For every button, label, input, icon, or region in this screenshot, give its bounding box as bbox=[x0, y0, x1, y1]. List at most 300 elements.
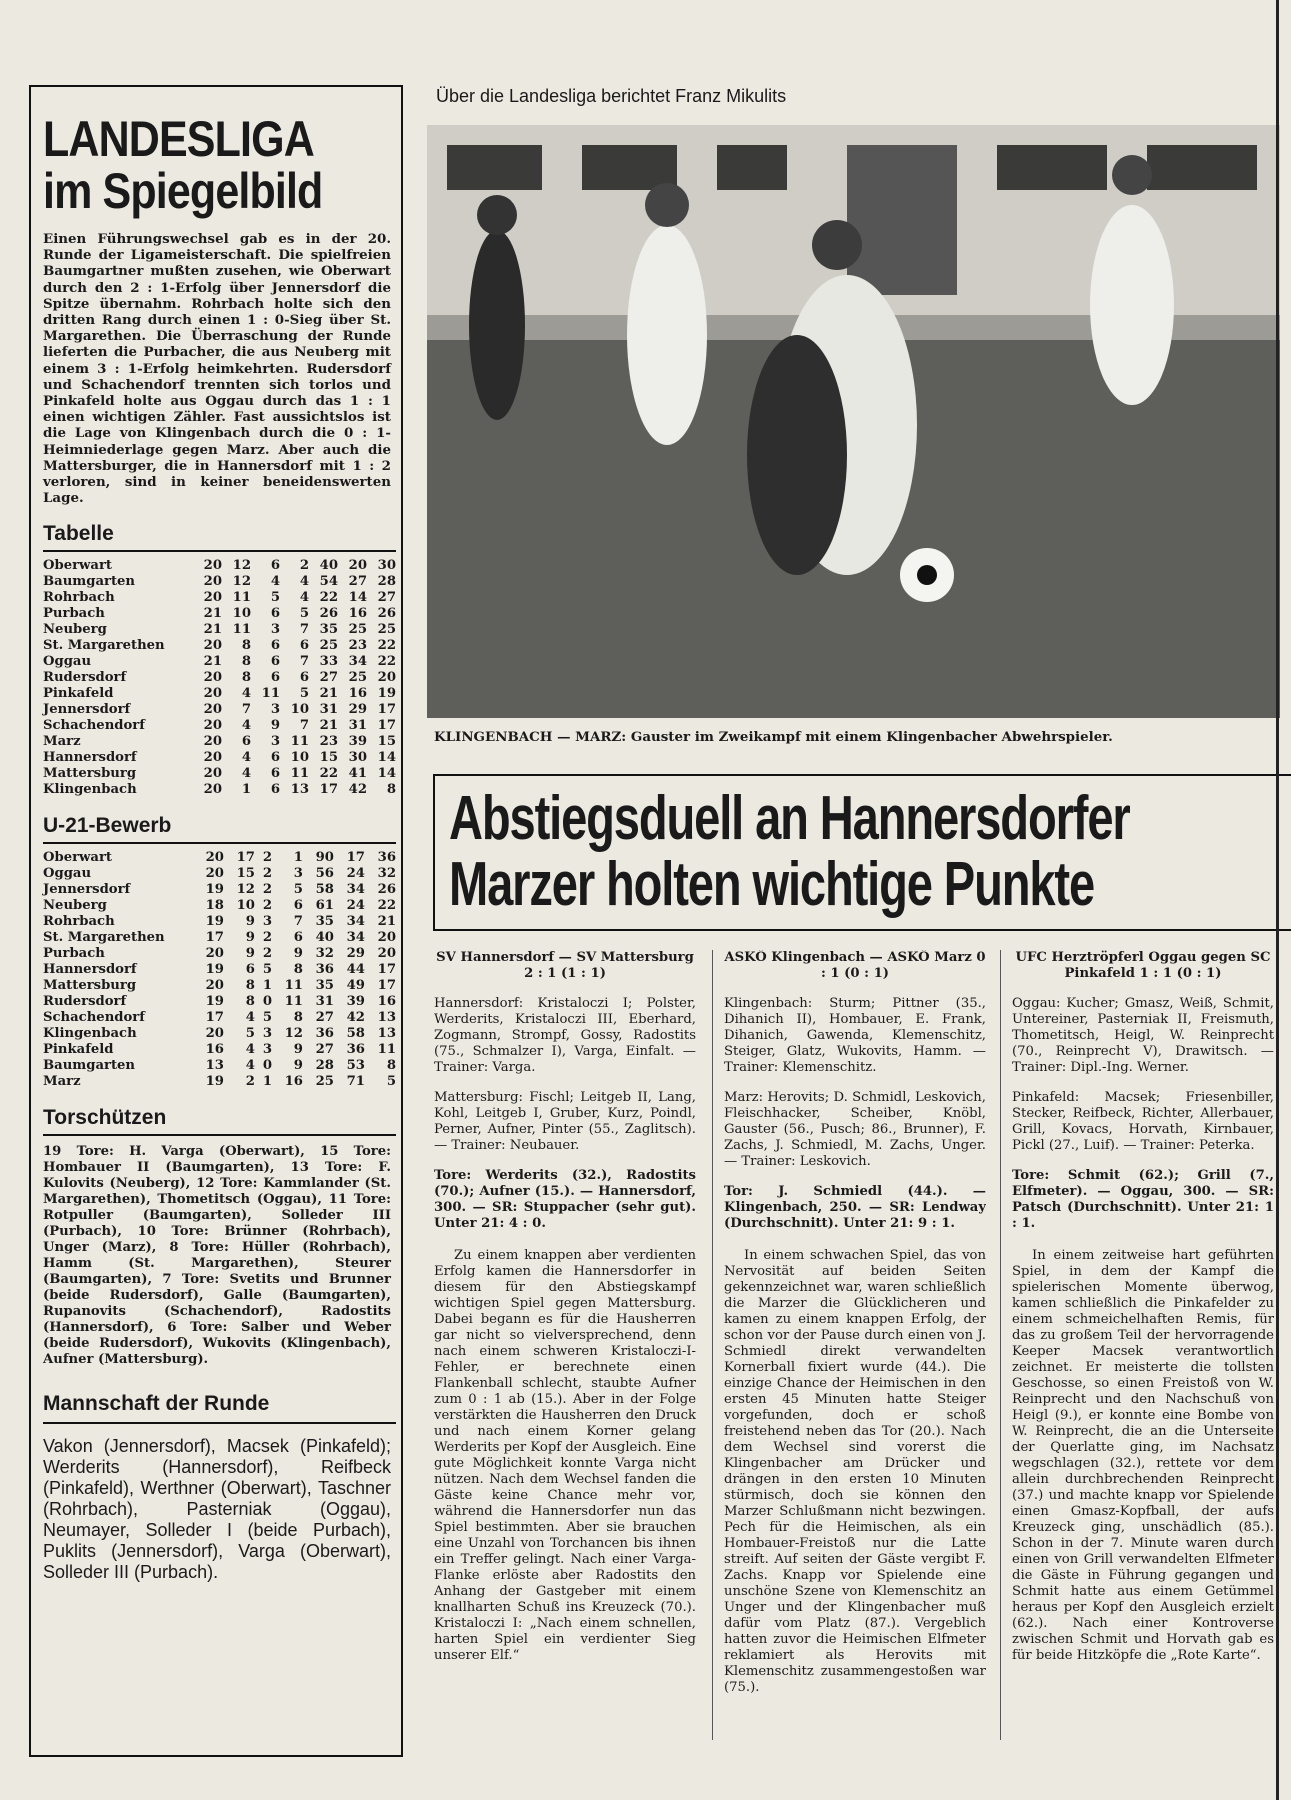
stat-value: 3 bbox=[262, 1042, 272, 1058]
team-name: Purbach bbox=[43, 606, 105, 622]
stat-value: 8 bbox=[293, 1010, 303, 1026]
scorers-text: 19 Tore: H. Varga (Oberwart), 15 Tore: Hombauer II (Baumgarten), 13 Tore: F. Kulovits (Neuberg), 12 Tore: Kammlander (St. Margarethen), Thometitsch (Oggau), 11 Tore: Rotpuller (Baumgarten), Solleder III (Purbach), 10 Tore: Brünner (Rohrbach), Unger (Marz), 8 Tore: Hüller (Rohrbach), Hamm (St. Margarethen), Steurer (Baumgarten), 7 Tore: Svetits und Brunner (beide Rudersdorf), Galle (Baumgarten), Rupanovits (Schachendorf), Radostits (Hannersdorf), 6 Tore: Salber und Weber (beide Rudersdorf), Wukovits (Klingenbach), Aufner (Mattersburg). bbox=[43, 1144, 391, 1368]
stat-value: 9 bbox=[293, 946, 303, 962]
stat-value: 26 bbox=[377, 606, 396, 622]
stat-value: 4 bbox=[299, 590, 309, 606]
stat-value: 44 bbox=[346, 962, 365, 978]
stat-value: 25 bbox=[315, 1074, 334, 1090]
stat-value: 41 bbox=[348, 766, 367, 782]
table-row bbox=[43, 914, 396, 930]
game-column-oggau bbox=[1012, 950, 1274, 1740]
lineup-home: Hannersdorf: Kristaloczi I; Polster, Werderits, Kristaloczi III, Eberhard, Zogmann, Strompf, Gossy, Radostits (75., Schmalzer I), Varga, Einfalt. — Trainer: Varga. bbox=[434, 996, 696, 1075]
stat-value: 31 bbox=[315, 994, 334, 1010]
stat-value: 20 bbox=[203, 638, 222, 654]
stat-value: 2 bbox=[262, 930, 272, 946]
stat-value: 20 bbox=[205, 850, 224, 866]
stat-value: 13 bbox=[205, 1058, 224, 1074]
stat-value: 17 bbox=[377, 718, 396, 734]
stat-value: 29 bbox=[348, 702, 367, 718]
team-name: Rohrbach bbox=[43, 590, 115, 606]
team-name: Rudersdorf bbox=[43, 670, 127, 686]
team-name: Jennersdorf bbox=[43, 702, 131, 718]
stat-value: 21 bbox=[319, 718, 338, 734]
stat-value: 6 bbox=[270, 782, 280, 798]
stat-value: 16 bbox=[284, 1074, 303, 1090]
table-row bbox=[43, 734, 396, 750]
stat-value: 6 bbox=[299, 638, 309, 654]
stat-value: 15 bbox=[319, 750, 338, 766]
stat-value: 0 bbox=[262, 1058, 272, 1074]
table-row bbox=[43, 898, 396, 914]
game-title: SV Hannersdorf — SV Mattersburg 2 : 1 (1 : 1) bbox=[436, 950, 694, 981]
stat-value: 11 bbox=[232, 622, 251, 638]
stat-value: 12 bbox=[284, 1026, 303, 1042]
stat-value: 20 bbox=[203, 782, 222, 798]
stat-value: 5 bbox=[262, 1010, 272, 1026]
stat-value: 6 bbox=[293, 898, 303, 914]
stat-value: 20 bbox=[203, 670, 222, 686]
u21-table bbox=[43, 850, 396, 1090]
game-report: In einem schwachen Spiel, das von Nervosität auf beiden Seiten gekennzeichnet war, waren schließlich die Marzer die Glücklicheren und kamen zu einem knappen Erfolg, der schon vor der Pause durch einen von J. Schmiedl direkt verwandelten Kornerball fixiert wurde (44.). Die einzige Chance der Heimischen in den ersten 45 Minuten hatte Steiger vorgefunden, doch er schoß freistehend neben das Tor (20.). Nach dem Wechsel sind vorerst die Klingenbacher am Drücker und drängen in den ersten 10 Minuten stürmisch, doch sie können den Marzer Schlußmann nicht bezwingen. Pech für die Heimischen, als ein Hombauer-Freistoß nur die Latte streift. Auf seiten der Gäste vergibt F. Zachs. Knapp vor Spielende eine unschöne Szene von Klemenschitz an Unger und der Klingenbacher muß dafür vom Platz (87.). Vergeblich hatten zuvor die Heimischen Elfmeter reklamiert als Herovits mit Klemenschitz zusammengestoßen war (75.). bbox=[724, 1248, 986, 1695]
stat-value: 11 bbox=[284, 994, 303, 1010]
table-row bbox=[43, 946, 396, 962]
stat-value: 25 bbox=[377, 622, 396, 638]
table-row bbox=[43, 574, 396, 590]
sidebar-title bbox=[43, 113, 342, 217]
stat-value: 1 bbox=[262, 1074, 272, 1090]
team-name: Baumgarten bbox=[43, 574, 136, 590]
game-report: Zu einem knappen aber verdienten Erfolg kamen die Hannersdorfer in diesem für den Abstiegskampf wichtigen Spiel gegen Mattersburg. Dabei begann es für die Hausherren gar nicht so vielversprechend, denn nach einem schweren Kristaloczi-I-Fehler, er berechnete einen Flankenball schlecht, staubte Aufner zum 0 : 1 ab (15.). Aber in der Folge verstärkten die Hausherren den Druck und nach einem Korner gelang Werderits per Kopf der Ausgleich. Eine gute Möglichkeit konnte Varga nicht nützen. Nach dem Wechsel fanden die Gäste keine Chance mehr vor, während die Hannersdorfer nun das Spiel bestimmten. Aber sie brauchen eine Unzahl von Torchancen bis ihnen ein Treffer gelingt. Nach einer Varga-Flanke erlöste aber Radostits den Anhang der Gastgeber mit einem knallharten Schuß ins Kreuzeck (70.). Kristaloczi I: „Nach einem schnellen, harten Spiel ein verdienter Sieg unserer Elf.“ bbox=[434, 1248, 696, 1663]
team-name: Neuberg bbox=[43, 622, 107, 638]
stat-value: 49 bbox=[346, 978, 365, 994]
stat-value: 35 bbox=[315, 978, 334, 994]
stat-value: 10 bbox=[232, 606, 251, 622]
stat-value: 27 bbox=[319, 670, 338, 686]
stat-value: 18 bbox=[205, 898, 224, 914]
stat-value: 39 bbox=[346, 994, 365, 1010]
stat-value: 19 bbox=[205, 994, 224, 1010]
stat-value: 42 bbox=[346, 1010, 365, 1026]
stat-value: 14 bbox=[348, 590, 367, 606]
table-row bbox=[43, 606, 396, 622]
stat-value: 21 bbox=[203, 622, 222, 638]
sidebar-intro: Einen Führungswechsel gab es in der 20. Runde der Ligameisterschaft. Die spielfreien Baumgartner mußten zusehen, wie Oberwart durch den 2 : 1-Erfolg über Jennersdorf die Spitze übernahm. Rohrbach holte sich den dritten Rang durch einen 1 : 0-Sieg über St. Margarethen. Die Überraschung der Runde lieferten die Purbacher, die aus Neuberg mit einem 3 : 1-Erfolg heimkehrten. Rudersdorf und Schachendorf trennten sich torlos und Pinkafeld holte aus Oggau durch das 1 : 1 einen wichtigen Zähler. Fast aussichtslos ist die Lage von Klingenbach durch die 0 : 1-Heimniederlage gegen Marz. Aber auch die Mattersburger, die in Hannersdorf mit 1 : 2 verloren, sind in keiner beneidenswerten Lage. bbox=[43, 231, 391, 507]
team-name: Schachendorf bbox=[43, 1010, 145, 1026]
stat-value: 36 bbox=[377, 850, 396, 866]
stat-value: 34 bbox=[348, 654, 367, 670]
sidebar-title-line-1: LANDESLIGA bbox=[43, 111, 314, 167]
stat-value: 6 bbox=[270, 670, 280, 686]
tabelle-heading: Tabelle bbox=[43, 522, 396, 552]
stat-value: 25 bbox=[319, 638, 338, 654]
lineup-home: Oggau: Kucher; Gmasz, Weiß, Schmit, Untereiner, Pasterniak II, Freismuth, Thometitsch, Heigl, W. Reinprecht (70., Reinprecht V), Drawitsch. — Trainer: Dipl.-Ing. Werner. bbox=[1012, 996, 1274, 1075]
stat-value: 14 bbox=[377, 750, 396, 766]
stat-value: 19 bbox=[205, 1074, 224, 1090]
stat-value: 3 bbox=[270, 702, 280, 718]
stat-value: 4 bbox=[241, 750, 251, 766]
stat-value: 20 bbox=[348, 558, 367, 574]
stat-value: 8 bbox=[386, 782, 396, 798]
stat-value: 11 bbox=[290, 766, 309, 782]
stat-value: 16 bbox=[377, 994, 396, 1010]
stat-value: 8 bbox=[386, 1058, 396, 1074]
stat-value: 27 bbox=[315, 1010, 334, 1026]
lineup-home: Klingenbach: Sturm; Pittner (35., Dihanich II), Hombauer, E. Frank, Dihanich, Gawenda, Klemenschitz, Steiger, Glatz, Wukovits, Hamm. — Trainer: Klemenschitz. bbox=[724, 996, 986, 1075]
stat-value: 22 bbox=[319, 590, 338, 606]
stat-value: 4 bbox=[241, 686, 251, 702]
game-report: In einem zeitweise hart geführten Spiel, in dem der Kampf die spielerischen Momente überwog, kamen schließlich die Pinkafelder zu einem schmeichelhaften Remis, für das zu großem Teil der hervorragende Keeper Macsek verantwortlich zeichnet. Er meisterte die tollsten Geschosse, so einen Freistoß von W. Reinprecht und den Nachschuß von Heigl (9.), er konnte eine Bombe von W. Reinprecht, die an die Unterseite der Querlatte ging, im Nachsatz wegschlagen (32.), rettete vor dem allein durchbrechenden Reinprecht (37.) und machte knapp vor Spielende einen Gmasz-Kopfball, der aufs Kreuzeck ging, unschädlich (85.). Schon in der 7. Minute waren durch einen von Grill verwandelten Elfmeter die Gäste in Führung gegangen und Schmit hatte aus einem Getümmel heraus per Kopf den Ausgleich erzielt (62.). Nach einer Kontroverse zwischen Schmit und Horvath gab es für beide Hitzköpfe die „Rote Karte“. bbox=[1012, 1248, 1274, 1663]
stat-value: 20 bbox=[377, 670, 396, 686]
stat-value: 58 bbox=[346, 1026, 365, 1042]
table-row bbox=[43, 638, 396, 654]
stat-value: 8 bbox=[245, 994, 255, 1010]
stat-value: 12 bbox=[232, 558, 251, 574]
game-facts: Tore: Schmit (62.); Grill (7., Elfmeter). — Oggau, 300. — SR: Patsch (Durchschnitt). Unter 21: 1 : 1. bbox=[1012, 1168, 1274, 1231]
round-team-heading: Mannschaft der Runde bbox=[43, 1392, 396, 1424]
u21-heading: U-21-Bewerb bbox=[43, 814, 396, 844]
table-row bbox=[43, 850, 396, 866]
stat-value: 2 bbox=[299, 558, 309, 574]
stat-value: 31 bbox=[319, 702, 338, 718]
game-column-klingenbach bbox=[724, 950, 986, 1740]
stat-value: 32 bbox=[377, 866, 396, 882]
match-photo bbox=[427, 125, 1280, 718]
table-row bbox=[43, 686, 396, 702]
stat-value: 17 bbox=[346, 850, 365, 866]
table-row bbox=[43, 1042, 396, 1058]
stat-value: 4 bbox=[245, 1058, 255, 1074]
team-name: Klingenbach bbox=[43, 1026, 137, 1042]
byline: Über die Landesliga berichtet Franz Mikulits bbox=[436, 86, 787, 106]
table-row bbox=[43, 978, 396, 994]
team-name: Jennersdorf bbox=[43, 882, 131, 898]
stat-value: 21 bbox=[377, 914, 396, 930]
table-row bbox=[43, 962, 396, 978]
team-name: Oggau bbox=[43, 866, 92, 882]
team-name: Marz bbox=[43, 1074, 81, 1090]
game-title: UFC Herztröpferl Oggau gegen SC Pinkafeld 1 : 1 (0 : 1) bbox=[1015, 950, 1271, 981]
stat-value: 14 bbox=[377, 766, 396, 782]
stat-value: 15 bbox=[236, 866, 255, 882]
stat-value: 22 bbox=[377, 654, 396, 670]
team-name: Oberwart bbox=[43, 850, 112, 866]
stat-value: 11 bbox=[284, 978, 303, 994]
stat-value: 2 bbox=[262, 946, 272, 962]
stat-value: 4 bbox=[245, 1042, 255, 1058]
stat-value: 9 bbox=[245, 946, 255, 962]
lineup-away: Marz: Herovits; D. Schmidl, Leskovich, Fleischhacker, Scheiber, Knöbl, Gauster (56., Pusch; 86., Brunner), F. Zachs, J. Schmiedl, M. Zachs, Unger. — Trainer: Leskovich. bbox=[724, 1090, 986, 1169]
stat-value: 20 bbox=[205, 946, 224, 962]
stat-value: 7 bbox=[293, 914, 303, 930]
stat-value: 12 bbox=[236, 882, 255, 898]
stat-value: 22 bbox=[377, 638, 396, 654]
team-name: Neuberg bbox=[43, 898, 107, 914]
headline-box bbox=[433, 774, 1291, 931]
team-name: Hannersdorf bbox=[43, 962, 137, 978]
table-row bbox=[43, 702, 396, 718]
stat-value: 17 bbox=[205, 930, 224, 946]
stat-value: 3 bbox=[262, 1026, 272, 1042]
table-row bbox=[43, 1026, 396, 1042]
lineup-away: Pinkafeld: Macsek; Friesenbiller, Stecker, Reifbeck, Richter, Allerbauer, Grill, Kovacs, Horvath, Kirnbauer, Pickl (27., Luif). — Trainer: Peterka. bbox=[1012, 1090, 1274, 1153]
stat-value: 10 bbox=[290, 750, 309, 766]
stat-value: 0 bbox=[262, 994, 272, 1010]
stat-value: 24 bbox=[346, 898, 365, 914]
stat-value: 34 bbox=[346, 930, 365, 946]
stat-value: 11 bbox=[290, 734, 309, 750]
stat-value: 5 bbox=[299, 686, 309, 702]
table-row bbox=[43, 1058, 396, 1074]
stat-value: 10 bbox=[236, 898, 255, 914]
table-row bbox=[43, 994, 396, 1010]
game-title: ASKÖ Klingenbach — ASKÖ Marz 0 : 1 (0 : 1) bbox=[724, 950, 986, 981]
team-name: Oberwart bbox=[43, 558, 112, 574]
stat-value: 22 bbox=[319, 766, 338, 782]
stat-value: 20 bbox=[203, 574, 222, 590]
stat-value: 8 bbox=[293, 962, 303, 978]
stat-value: 9 bbox=[293, 1042, 303, 1058]
lineup-away: Mattersburg: Fischl; Leitgeb II, Lang, Kohl, Leitgeb I, Gruber, Kurz, Poindl, Perner, Aufner, Pinter (55., Zaglitsch). — Trainer: Neubauer. bbox=[434, 1090, 696, 1153]
table-row bbox=[43, 1010, 396, 1026]
stat-value: 26 bbox=[377, 882, 396, 898]
stat-value: 20 bbox=[203, 734, 222, 750]
stat-value: 7 bbox=[241, 702, 251, 718]
stat-value: 39 bbox=[348, 734, 367, 750]
column-divider bbox=[712, 950, 713, 1740]
stat-value: 6 bbox=[270, 638, 280, 654]
team-name: Klingenbach bbox=[43, 782, 137, 798]
stat-value: 30 bbox=[348, 750, 367, 766]
stat-value: 35 bbox=[319, 622, 338, 638]
stat-value: 4 bbox=[270, 574, 280, 590]
stat-value: 4 bbox=[245, 1010, 255, 1026]
stat-value: 19 bbox=[377, 686, 396, 702]
stat-value: 2 bbox=[262, 898, 272, 914]
stat-value: 3 bbox=[270, 734, 280, 750]
stat-value: 27 bbox=[348, 574, 367, 590]
stat-value: 54 bbox=[319, 574, 338, 590]
table-row bbox=[43, 622, 396, 638]
stat-value: 20 bbox=[203, 750, 222, 766]
table-row bbox=[43, 1074, 396, 1090]
stat-value: 20 bbox=[203, 718, 222, 734]
photo-caption: KLINGENBACH — MARZ: Gauster im Zweikampf mit einem Klingenbacher Abwehrspieler. bbox=[434, 729, 1113, 745]
match-photo-graphic bbox=[427, 125, 1280, 718]
stat-value: 5 bbox=[245, 1026, 255, 1042]
stat-value: 2 bbox=[262, 850, 272, 866]
stat-value: 35 bbox=[315, 914, 334, 930]
stat-value: 15 bbox=[377, 734, 396, 750]
stat-value: 6 bbox=[270, 766, 280, 782]
stat-value: 5 bbox=[262, 962, 272, 978]
team-name: Oggau bbox=[43, 654, 92, 670]
stat-value: 3 bbox=[270, 622, 280, 638]
stat-value: 6 bbox=[270, 654, 280, 670]
stat-value: 2 bbox=[262, 882, 272, 898]
stat-value: 7 bbox=[299, 622, 309, 638]
stat-value: 2 bbox=[245, 1074, 255, 1090]
stat-value: 19 bbox=[205, 962, 224, 978]
stat-value: 30 bbox=[377, 558, 396, 574]
column-divider bbox=[1000, 950, 1001, 1740]
stat-value: 20 bbox=[205, 978, 224, 994]
stat-value: 9 bbox=[270, 718, 280, 734]
stat-value: 29 bbox=[346, 946, 365, 962]
stat-value: 20 bbox=[203, 702, 222, 718]
stat-value: 28 bbox=[315, 1058, 334, 1074]
table-row bbox=[43, 718, 396, 734]
stat-value: 36 bbox=[315, 962, 334, 978]
stat-value: 26 bbox=[319, 606, 338, 622]
landesliga-sidebar-box bbox=[29, 85, 403, 1757]
stat-value: 6 bbox=[299, 670, 309, 686]
stat-value: 6 bbox=[270, 606, 280, 622]
stat-value: 8 bbox=[241, 654, 251, 670]
game-facts: Tore: Werderits (32.), Radostits (70.); Aufner (15.). — Hannersdorf, 300. — SR: Stuppacher (sehr gut). Unter 21: 4 : 0. bbox=[434, 1168, 696, 1231]
stat-value: 13 bbox=[377, 1010, 396, 1026]
stat-value: 20 bbox=[377, 930, 396, 946]
stat-value: 3 bbox=[293, 866, 303, 882]
stat-value: 16 bbox=[348, 686, 367, 702]
tabelle-table bbox=[43, 558, 396, 798]
headline-line-2: Marzer holten wichtige Punkte bbox=[449, 850, 1095, 919]
stat-value: 27 bbox=[315, 1042, 334, 1058]
table-row bbox=[43, 654, 396, 670]
team-name: Hannersdorf bbox=[43, 750, 137, 766]
team-name: Rohrbach bbox=[43, 914, 115, 930]
stat-value: 20 bbox=[203, 766, 222, 782]
stat-value: 8 bbox=[241, 638, 251, 654]
stat-value: 4 bbox=[241, 718, 251, 734]
game-facts: Tor: J. Schmiedl (44.). — Klingenbach, 250. — SR: Lendway (Durchschnitt). Unter 21: 9 : 1. bbox=[724, 1184, 986, 1231]
round-team-text: Vakon (Jennersdorf), Macsek (Pinkafeld); Werderits (Hannersdorf), Reifbeck (Pinkafeld), Werthner (Oberwart), Taschner (Rohrbach), Pasterniak (Oggau), Neumayer, Solleder I (beide Purbach), Puklits (Jennersdorf), Varga (Oberwart), Solleder III (Purbach). bbox=[43, 1436, 391, 1583]
team-name: Baumgarten bbox=[43, 1058, 136, 1074]
stat-value: 6 bbox=[270, 558, 280, 574]
table-row bbox=[43, 670, 396, 686]
stat-value: 17 bbox=[377, 978, 396, 994]
stat-value: 20 bbox=[205, 1026, 224, 1042]
stat-value: 27 bbox=[377, 590, 396, 606]
table-row bbox=[43, 750, 396, 766]
table-row bbox=[43, 766, 396, 782]
stat-value: 25 bbox=[348, 622, 367, 638]
stat-value: 36 bbox=[346, 1042, 365, 1058]
stat-value: 12 bbox=[232, 574, 251, 590]
team-name: Mattersburg bbox=[43, 766, 137, 782]
stat-value: 58 bbox=[315, 882, 334, 898]
stat-value: 20 bbox=[203, 686, 222, 702]
stat-value: 53 bbox=[346, 1058, 365, 1074]
stat-value: 17 bbox=[377, 702, 396, 718]
stat-value: 13 bbox=[377, 1026, 396, 1042]
stat-value: 5 bbox=[386, 1074, 396, 1090]
stat-value: 90 bbox=[315, 850, 334, 866]
stat-value: 16 bbox=[348, 606, 367, 622]
stat-value: 24 bbox=[346, 866, 365, 882]
stat-value: 25 bbox=[348, 670, 367, 686]
stat-value: 10 bbox=[290, 702, 309, 718]
stat-value: 40 bbox=[319, 558, 338, 574]
headline-line-1: Abstiegsduell an Hannersdorfer bbox=[449, 784, 1130, 853]
team-name: Pinkafeld bbox=[43, 686, 114, 702]
scorers-heading: Torschützen bbox=[43, 1106, 396, 1136]
stat-value: 22 bbox=[377, 898, 396, 914]
stat-value: 6 bbox=[245, 962, 255, 978]
stat-value: 11 bbox=[232, 590, 251, 606]
stat-value: 23 bbox=[319, 734, 338, 750]
stat-value: 1 bbox=[262, 978, 272, 994]
team-name: St. Margarethen bbox=[43, 638, 165, 654]
stat-value: 31 bbox=[348, 718, 367, 734]
stat-value: 40 bbox=[315, 930, 334, 946]
stat-value: 8 bbox=[245, 978, 255, 994]
stat-value: 20 bbox=[203, 558, 222, 574]
stat-value: 5 bbox=[299, 606, 309, 622]
stat-value: 19 bbox=[205, 882, 224, 898]
table-row bbox=[43, 866, 396, 882]
table-row bbox=[43, 882, 396, 898]
stat-value: 21 bbox=[203, 654, 222, 670]
team-name: Purbach bbox=[43, 946, 105, 962]
stat-value: 8 bbox=[241, 670, 251, 686]
stat-value: 5 bbox=[270, 590, 280, 606]
stat-value: 7 bbox=[299, 654, 309, 670]
stat-value: 11 bbox=[377, 1042, 396, 1058]
sidebar-title-line-2: im Spiegelbild bbox=[43, 163, 323, 219]
stat-value: 5 bbox=[293, 882, 303, 898]
stat-value: 4 bbox=[299, 574, 309, 590]
stat-value: 4 bbox=[241, 766, 251, 782]
stat-value: 17 bbox=[236, 850, 255, 866]
stat-value: 7 bbox=[299, 718, 309, 734]
stat-value: 32 bbox=[315, 946, 334, 962]
stat-value: 20 bbox=[377, 946, 396, 962]
stat-value: 34 bbox=[346, 914, 365, 930]
stat-value: 9 bbox=[245, 914, 255, 930]
stat-value: 17 bbox=[319, 782, 338, 798]
stat-value: 21 bbox=[319, 686, 338, 702]
stat-value: 6 bbox=[270, 750, 280, 766]
stat-value: 16 bbox=[205, 1042, 224, 1058]
team-name: St. Margarethen bbox=[43, 930, 165, 946]
table-row bbox=[43, 930, 396, 946]
stat-value: 1 bbox=[293, 850, 303, 866]
team-name: Pinkafeld bbox=[43, 1042, 114, 1058]
stat-value: 17 bbox=[377, 962, 396, 978]
stat-value: 20 bbox=[203, 590, 222, 606]
page-edge bbox=[1276, 0, 1279, 1800]
team-name: Marz bbox=[43, 734, 81, 750]
team-name: Mattersburg bbox=[43, 978, 137, 994]
stat-value: 19 bbox=[205, 914, 224, 930]
stat-value: 1 bbox=[241, 782, 251, 798]
stat-value: 61 bbox=[315, 898, 334, 914]
stat-value: 2 bbox=[262, 866, 272, 882]
stat-value: 6 bbox=[293, 930, 303, 946]
stat-value: 6 bbox=[241, 734, 251, 750]
game-column-hannersdorf bbox=[434, 950, 696, 1740]
stat-value: 9 bbox=[293, 1058, 303, 1074]
stat-value: 33 bbox=[319, 654, 338, 670]
stat-value: 34 bbox=[346, 882, 365, 898]
stat-value: 42 bbox=[348, 782, 367, 798]
stat-value: 20 bbox=[205, 866, 224, 882]
stat-value: 36 bbox=[315, 1026, 334, 1042]
team-name: Schachendorf bbox=[43, 718, 145, 734]
table-row bbox=[43, 558, 396, 574]
stat-value: 28 bbox=[377, 574, 396, 590]
team-name: Rudersdorf bbox=[43, 994, 127, 1010]
